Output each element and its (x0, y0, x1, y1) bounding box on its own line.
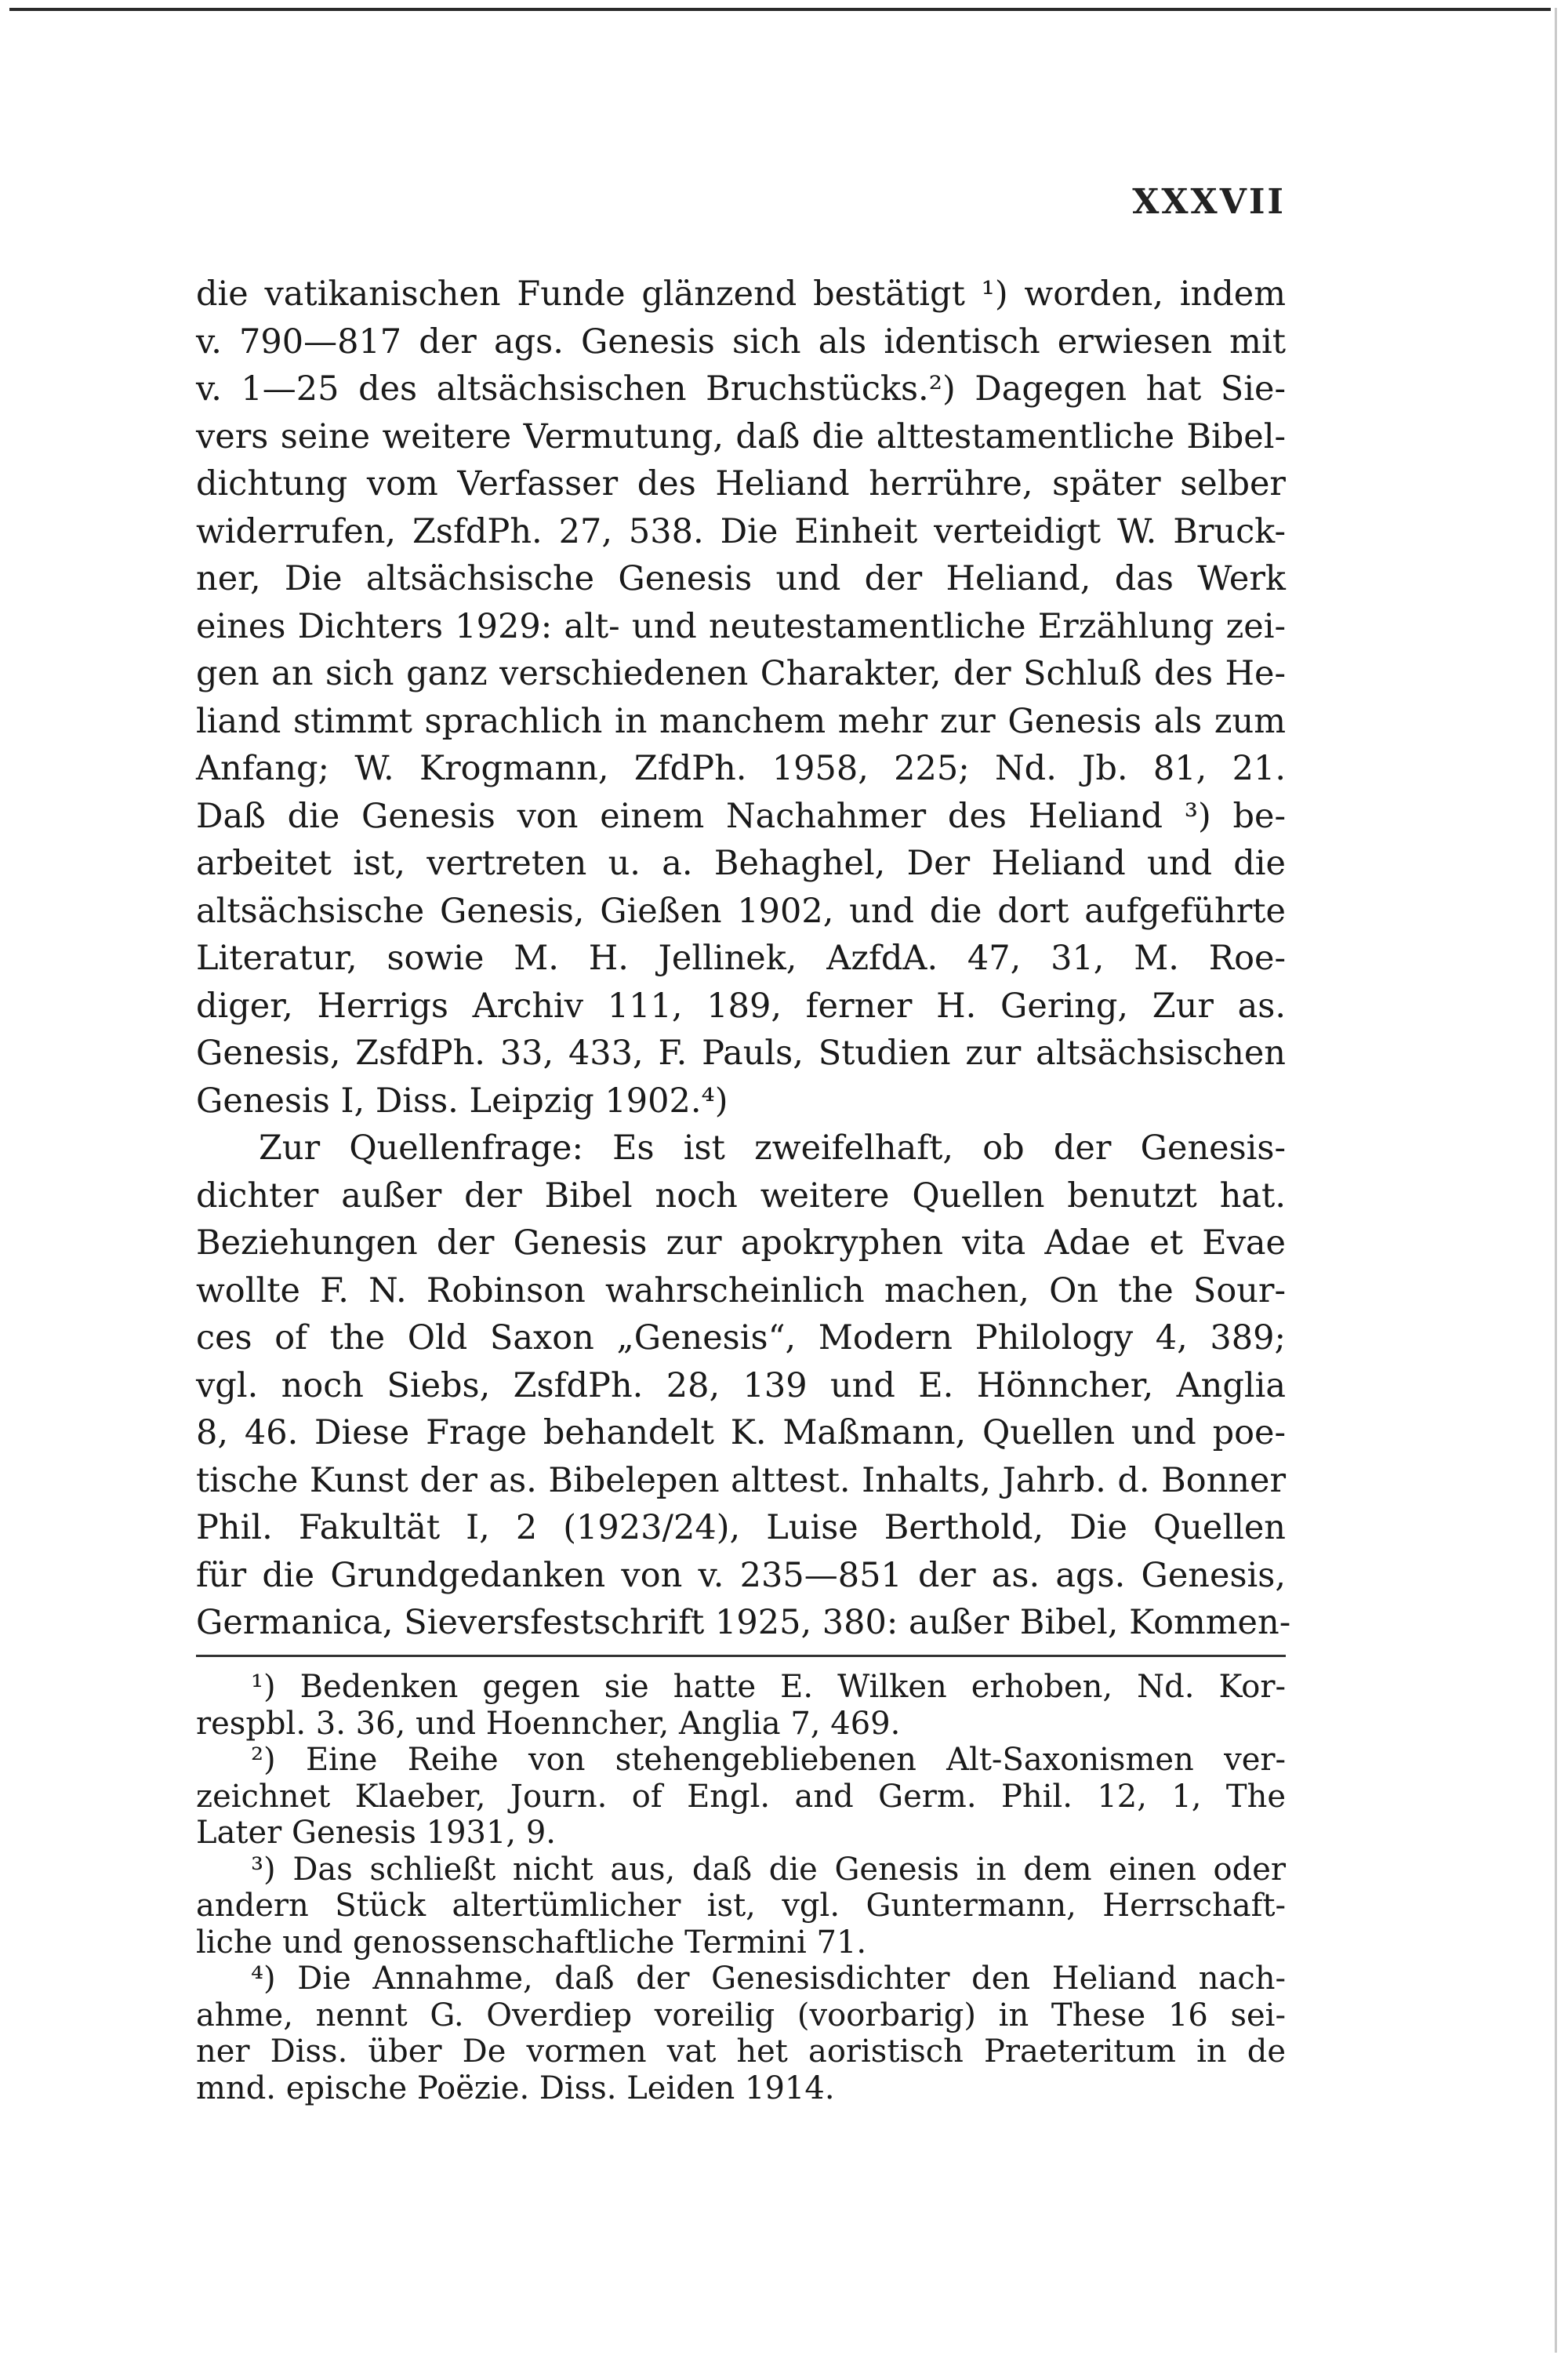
body-line: dichtung vom Verfasser des Heliand herrühre, später selber (196, 464, 1286, 503)
body-line: für die Grundgedanken von v. 235—851 der as. ags. Genesis, (196, 1555, 1286, 1595)
body-line: Germanica, Sieversfestschrift 1925, 380: außer Bibel, Kommen- (196, 1603, 1291, 1642)
body-line: vers seine weitere Vermutung, daß die alttestamentliche Bibel- (196, 416, 1286, 456)
page-number: XXXVII (1132, 182, 1286, 222)
body-line: Zur Quellenfrage: Es ist zweifelhaft, ob der Genesis- (259, 1128, 1286, 1168)
body-line: Genesis, ZsfdPh. 33, 433, F. Pauls, Studien zur altsächsischen (196, 1034, 1286, 1073)
body-line: dichter außer der Bibel noch weitere Quellen benutzt hat. (196, 1176, 1286, 1216)
main-text-block (196, 271, 1291, 1647)
body-line: 8, 46. Diese Frage behandelt K. Maßmann, Quellen und poe- (196, 1413, 1286, 1452)
footnote-line: ¹) Bedenken gegen sie hatte E. Wilken erhoben, Nd. Kor- (251, 1669, 1286, 1705)
body-line: Beziehungen der Genesis zur apokryphen vita Adae et Evae (196, 1223, 1286, 1263)
body-line: diger, Herrigs Archiv 111, 189, ferner H. Gering, Zur as. (196, 986, 1286, 1026)
body-line: v. 1—25 des altsächsischen Bruchstücks.²) Dagegen hat Sie- (196, 369, 1286, 409)
body-line: ner, Die altsächsische Genesis und der Heliand, das Werk (196, 559, 1286, 598)
footnote-line: Later Genesis 1931, 9. (196, 1815, 557, 1851)
footnote-separator (196, 1655, 1286, 1657)
footnotes-block (196, 1669, 1286, 2106)
top-border-rule (9, 8, 1551, 11)
body-line: liand stimmt sprachlich in manchem mehr zur Genesis als zum (196, 701, 1286, 741)
body-line: gen an sich ganz verschiedenen Charakter, der Schluß des He- (196, 654, 1286, 693)
footnote-line: mnd. epische Poëzie. Diss. Leiden 1914. (196, 2070, 835, 2106)
footnote-line: respbl. 3. 36, und Hoenncher, Anglia 7, 469. (196, 1705, 901, 1742)
footnote-line: ner Diss. über De vormen vat het aoristisch Praeteritum in de (196, 2033, 1286, 2070)
body-line: eines Dichters 1929: alt- und neutestamentliche Erzählung zei- (196, 606, 1286, 646)
footnote-line: ahme, nennt G. Overdiep voreilig (voorbarig) in These 16 sei- (196, 1997, 1286, 2033)
body-line: Daß die Genesis von einem Nachahmer des Heliand ³) be- (196, 796, 1286, 836)
footnote-line: ⁴) Die Annahme, daß der Genesisdichter den Heliand nach- (251, 1961, 1286, 1997)
body-line: v. 790—817 der ags. Genesis sich als identisch erwiesen mit (196, 322, 1286, 362)
page-edge (1555, 8, 1557, 2353)
body-line: tische Kunst der as. Bibelepen alttest. Inhalts, Jahrb. d. Bonner (196, 1460, 1286, 1500)
body-line: Phil. Fakultät I, 2 (1923/24), Luise Berthold, Die Quellen (196, 1508, 1286, 1547)
body-line: Genesis I, Diss. Leipzig 1902.⁴) (196, 1081, 728, 1121)
body-line: vgl. noch Siebs, ZsfdPh. 28, 139 und E. Hönncher, Anglia (196, 1365, 1286, 1405)
body-line: ces of the Old Saxon „Genesis“, Modern Philology 4, 389; (196, 1318, 1286, 1357)
footnote-line: ³) Das schließt nicht aus, daß die Genesis in dem einen oder (251, 1851, 1286, 1888)
body-line: Literatur, sowie M. H. Jellinek, AzfdA. 47, 31, M. Roe- (196, 939, 1286, 978)
footnote-line: liche und genossenschaftliche Termini 71. (196, 1924, 867, 1961)
footnote-line: andern Stück altertümlicher ist, vgl. Guntermann, Herrschaft- (196, 1888, 1286, 1924)
body-line: Anfang; W. Krogmann, ZfdPh. 1958, 225; Nd. Jb. 81, 21. (196, 749, 1286, 788)
body-line: die vatikanischen Funde glänzend bestätigt ¹) worden, indem (196, 274, 1286, 314)
body-line: widerrufen, ZsfdPh. 27, 538. Die Einheit verteidigt W. Bruck- (196, 511, 1286, 551)
footnote-line: zeichnet Klaeber, Journ. of Engl. and Germ. Phil. 12, 1, The (196, 1778, 1286, 1815)
body-line: wollte F. N. Robinson wahrscheinlich machen, On the Sour- (196, 1270, 1286, 1310)
body-line: altsächsische Genesis, Gießen 1902, und die dort aufgeführte (196, 891, 1286, 931)
body-line: arbeitet ist, vertreten u. a. Behaghel, Der Heliand und die (196, 844, 1286, 883)
footnote-line: ²) Eine Reihe von stehengebliebenen Alt-Saxonismen ver- (251, 1742, 1286, 1778)
